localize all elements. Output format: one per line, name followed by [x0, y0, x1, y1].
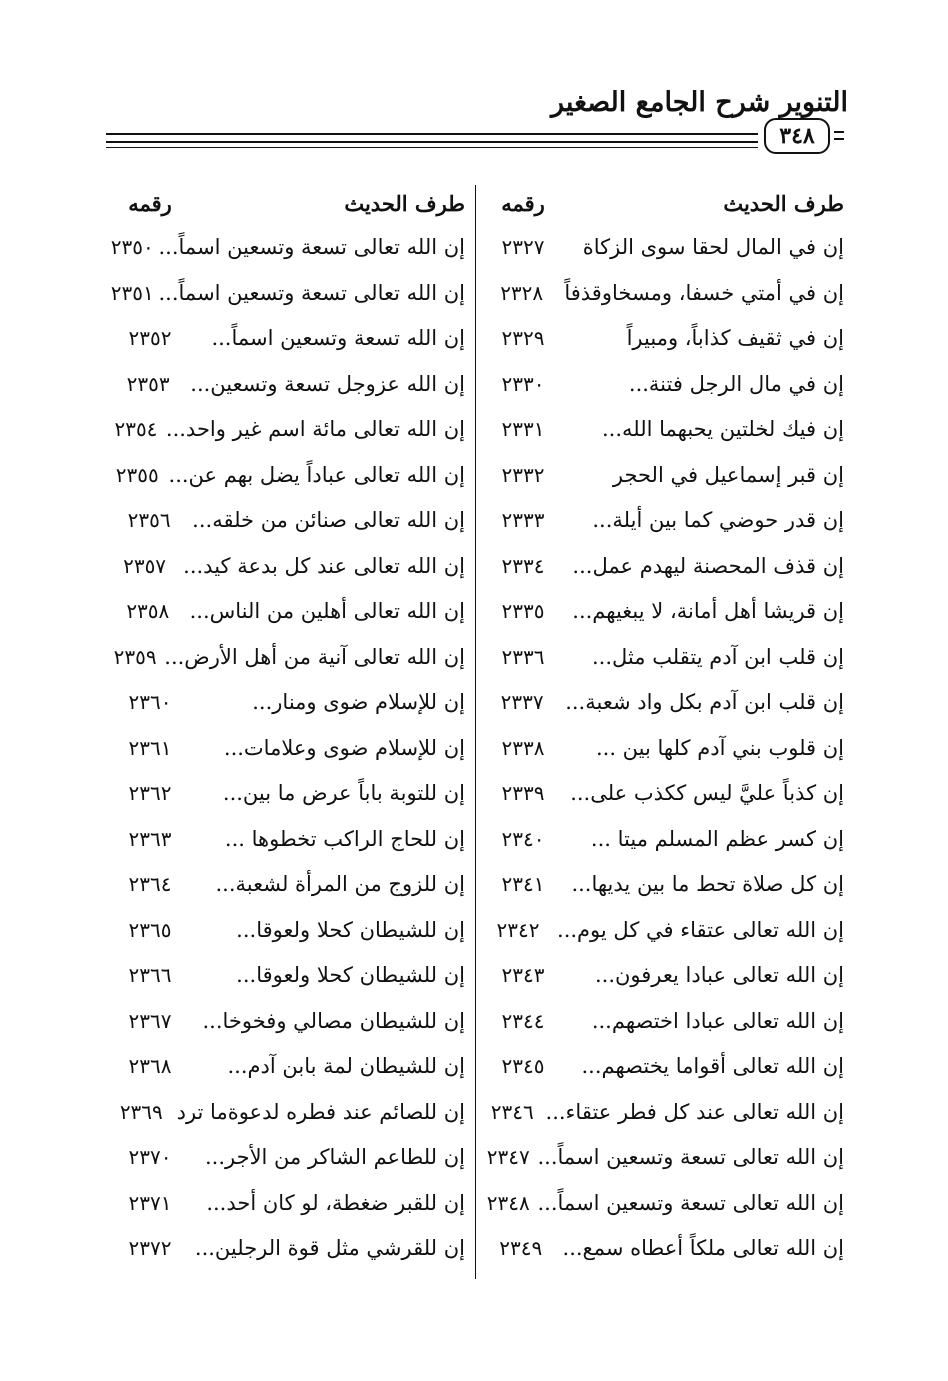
hadith-number: ٢٣٤٠ — [501, 826, 545, 851]
hadith-number: ٢٣٤٢ — [496, 917, 540, 942]
hadith-incipit: إن الله تعالى ملكاً أعطاه سمع... — [562, 1236, 844, 1260]
hadith-number: ٢٣٥٣ — [126, 371, 170, 396]
hadith-incipit: إن للشيطان مصالي وفخوخا... — [202, 1008, 465, 1033]
hadith-incipit: إن الله عزوجل تسعة وتسعين... — [190, 371, 465, 396]
table-row — [106, 1135, 475, 1179]
table-row — [479, 680, 848, 724]
table-row — [106, 589, 475, 633]
table-row — [106, 908, 475, 952]
hadith-number: ٢٣٧٢ — [128, 1236, 172, 1260]
header-rule — [106, 133, 758, 135]
hadith-number: ٢٣٦٣ — [128, 826, 172, 851]
table-row — [106, 726, 475, 770]
hadith-incipit: إن الله تعالى تسعة وتسعين اسماً... — [158, 280, 465, 305]
hadith-incipit: إن للشيطان لمة بابن آدم... — [227, 1054, 465, 1078]
hadith-incipit: إن في المال لحقا سوى الزكاة — [582, 235, 844, 259]
table-row — [106, 771, 475, 815]
hadith-number: ٢٣٢٨ — [500, 280, 544, 305]
hadith-incipit: إن قريشا أهل أمانة، لا يبغيهم... — [572, 599, 844, 623]
table-row — [106, 999, 475, 1043]
table-row — [106, 680, 475, 724]
table-row — [479, 953, 848, 997]
header-number-label: رقمه — [128, 190, 172, 216]
hadith-number: ٢٣٤٦ — [490, 1099, 534, 1124]
hadith-incipit: إن للإسلام ضوى وعلامات... — [223, 735, 465, 760]
hadith-number: ٢٣٣٦ — [501, 644, 545, 669]
hadith-incipit: إن الله تعالى صنائن من خلقه... — [192, 508, 465, 532]
table-row — [106, 544, 475, 588]
hadith-index-table — [106, 181, 848, 1279]
hadith-number: ٢٣٦٠ — [128, 690, 172, 714]
table-row — [479, 635, 848, 679]
hadith-number: ٢٣٣٧ — [500, 690, 544, 714]
table-row — [479, 544, 848, 588]
hadith-incipit: إن قبر إسماعيل في الحجر — [612, 462, 844, 487]
hadith-number: ٢٣٥٥ — [115, 462, 159, 487]
hadith-incipit: إن كل صلاة تحط ما بين يديها... — [571, 872, 844, 896]
hadith-number: ٢٣٣٠ — [501, 371, 545, 396]
table-row — [106, 1181, 475, 1225]
right-column — [479, 181, 848, 1279]
hadith-incipit: إن الله تعالى مائة اسم غير واحد... — [165, 417, 465, 441]
table-row — [479, 316, 848, 360]
table-row — [479, 999, 848, 1043]
hadith-incipit: إن الله تسعة وتسعين اسماً... — [211, 326, 465, 350]
table-row — [106, 1090, 475, 1134]
table-row — [106, 225, 475, 269]
hadith-incipit: إن الله تعالى آنية من أهل الأرض... — [164, 644, 465, 669]
hadith-incipit: إن للقبر ضغطة، لو كان أحد... — [206, 1190, 465, 1215]
hadith-incipit: إن للصائم عند فطره لدعوةما ترد — [176, 1099, 465, 1124]
hadith-number: ٢٣٤١ — [501, 872, 545, 896]
table-row — [106, 316, 475, 360]
table-row — [106, 635, 475, 679]
table-row — [479, 1181, 848, 1225]
hadith-incipit: إن كسر عظم المسلم ميتا ... — [590, 826, 844, 851]
table-row — [479, 771, 848, 815]
table-row — [479, 817, 848, 861]
table-row — [106, 271, 475, 315]
hadith-incipit: إن الله تعالى تسعة وتسعين اسماً... — [537, 1145, 844, 1169]
hadith-number: ٢٣٥٠ — [110, 235, 154, 259]
table-row — [479, 498, 848, 542]
hadith-incipit: إن كذباً عليَّ ليس ككذب على... — [570, 781, 844, 805]
hadith-number: ٢٣٣٨ — [501, 735, 545, 760]
table-row — [479, 271, 848, 315]
hadith-number: ٢٣٣٢ — [501, 462, 545, 487]
hadith-incipit: إن قلوب بني آدم كلها بين ... — [595, 735, 844, 760]
table-row — [106, 362, 475, 406]
column-header — [106, 181, 475, 225]
table-row — [106, 1044, 475, 1088]
hadith-incipit: إن قلب ابن آدم بكل واد شعبة... — [565, 690, 844, 714]
hadith-number: ٢٣٣١ — [501, 417, 545, 441]
hadith-incipit: إن الله تعالى عند كل فطر عتقاء... — [545, 1099, 844, 1124]
hadith-incipit: إن في أمتي خسفا، ومسخاوقذفاً — [564, 280, 844, 305]
table-row — [479, 1044, 848, 1088]
hadith-incipit: إن الله تعالى عبادا يعرفون... — [594, 963, 844, 987]
table-row — [479, 862, 848, 906]
hadith-incipit: إن الله تعالى عند كل بدعة كيد... — [183, 553, 465, 578]
hadith-number: ٢٣٥٦ — [127, 508, 171, 532]
hadith-number: ٢٣٤٧ — [486, 1145, 530, 1169]
table-row — [106, 953, 475, 997]
table-row — [479, 1135, 848, 1179]
table-row — [106, 407, 475, 451]
hadith-number: ٢٣٧١ — [128, 1190, 172, 1215]
hadith-incipit: إن الله تعالى تسعة وتسعين اسماً... — [158, 235, 465, 259]
table-row — [106, 1226, 475, 1270]
book-title: التنوير شرح الجامع الصغير — [551, 87, 848, 118]
hadith-incipit: إن الله تعالى عباداً يضل بهم عن... — [168, 462, 465, 487]
hadith-incipit: إن الله تعالى أقواما يختصهم... — [581, 1054, 844, 1078]
hadith-number: ٢٣٦٨ — [128, 1054, 172, 1078]
running-header — [106, 85, 848, 165]
table-row — [479, 407, 848, 451]
hadith-incipit: إن للزوج من المرأة لشعبة... — [215, 872, 465, 896]
column-divider — [475, 185, 476, 1279]
hadith-number: ٢٣٣٤ — [501, 553, 545, 578]
header-number-label: رقمه — [501, 190, 545, 216]
hadith-number: ٢٣٥١ — [110, 280, 154, 305]
hadith-number: ٢٣٤٣ — [501, 963, 545, 987]
hadith-number: ٢٣٤٤ — [501, 1008, 545, 1033]
header-rule — [106, 147, 758, 148]
hadith-number: ٢٣٣٩ — [501, 781, 545, 805]
left-column — [106, 181, 475, 1279]
table-row — [106, 453, 475, 497]
hadith-number: ٢٣٣٣ — [501, 508, 545, 532]
header-rule — [106, 141, 758, 143]
hadith-incipit: إن في مال الرجل فتنة... — [628, 371, 844, 396]
table-row — [479, 362, 848, 406]
table-row — [479, 589, 848, 633]
page-number-ornament — [834, 131, 844, 145]
hadith-number: ٢٣٥٧ — [123, 553, 167, 578]
table-row — [479, 1090, 848, 1134]
hadith-number: ٢٣٦١ — [128, 735, 172, 760]
table-row — [479, 908, 848, 952]
hadith-number: ٢٣٦٥ — [128, 917, 172, 942]
table-row — [106, 862, 475, 906]
hadith-number: ٢٣٦٧ — [128, 1008, 172, 1033]
table-row — [106, 498, 475, 542]
hadith-number: ٢٣٥٨ — [126, 599, 170, 623]
hadith-incipit: إن قذف المحصنة ليهدم عمل... — [572, 553, 844, 578]
table-row — [106, 817, 475, 861]
hadith-number: ٢٣٥٩ — [113, 644, 157, 669]
hadith-incipit: إن الله تعالى أهلين من الناس... — [189, 599, 465, 623]
hadith-number: ٢٣٦٤ — [128, 872, 172, 896]
hadith-incipit: إن قلب ابن آدم يتقلب مثل... — [592, 644, 844, 669]
hadith-incipit: إن فيك لخلتين يحبهما الله... — [601, 417, 844, 441]
column-header — [479, 181, 848, 225]
hadith-number: ٢٣٦٦ — [128, 963, 172, 987]
header-hadith-label: طرف الحديث — [344, 190, 465, 216]
hadith-number: ٢٣٥٢ — [128, 326, 172, 350]
hadith-incipit: إن الله تعالى عبادا اختصهم... — [591, 1008, 844, 1033]
hadith-number: ٢٣٧٠ — [128, 1145, 172, 1169]
hadith-number: ٢٣٥٤ — [114, 417, 158, 441]
hadith-number: ٢٣٢٧ — [501, 235, 545, 259]
hadith-incipit: إن للشيطان كحلا ولعوقا... — [236, 917, 465, 942]
hadith-incipit: إن للحاج الراكب تخطوها ... — [224, 826, 465, 851]
hadith-number: ٢٣٤٥ — [501, 1054, 545, 1078]
hadith-incipit: إن قدر حوضي كما بين أيلة... — [592, 508, 844, 532]
hadith-incipit: إن الله تعالى تسعة وتسعين اسماً... — [537, 1190, 844, 1215]
hadith-number: ٢٣٤٩ — [499, 1236, 543, 1260]
hadith-incipit: إن للقرشي مثل قوة الرجلين... — [194, 1236, 465, 1260]
table-row — [479, 726, 848, 770]
hadith-incipit: إن للطاعم الشاكر من الأجر... — [204, 1145, 465, 1169]
hadith-incipit: إن في ثقيف كذاباً، ومبيراً — [626, 326, 844, 350]
table-row — [479, 1226, 848, 1270]
hadith-number: ٢٣٦٢ — [128, 781, 172, 805]
hadith-incipit: إن الله تعالى عتقاء في كل يوم... — [557, 917, 844, 942]
hadith-number: ٢٣٣٥ — [501, 599, 545, 623]
hadith-incipit: إن للإسلام ضوى ومنار... — [252, 690, 465, 714]
hadith-incipit: إن للشيطان كحلا ولعوقا... — [236, 963, 465, 987]
hadith-number: ٢٣٤٨ — [486, 1190, 530, 1215]
table-row — [479, 225, 848, 269]
table-row — [479, 453, 848, 497]
page-number: ٣٤٨ — [764, 118, 830, 154]
hadith-number: ٢٣٢٩ — [501, 326, 545, 350]
hadith-incipit: إن للتوبة باباً عرض ما بين... — [222, 781, 465, 805]
header-hadith-label: طرف الحديث — [723, 190, 844, 216]
hadith-number: ٢٣٦٩ — [119, 1099, 163, 1124]
